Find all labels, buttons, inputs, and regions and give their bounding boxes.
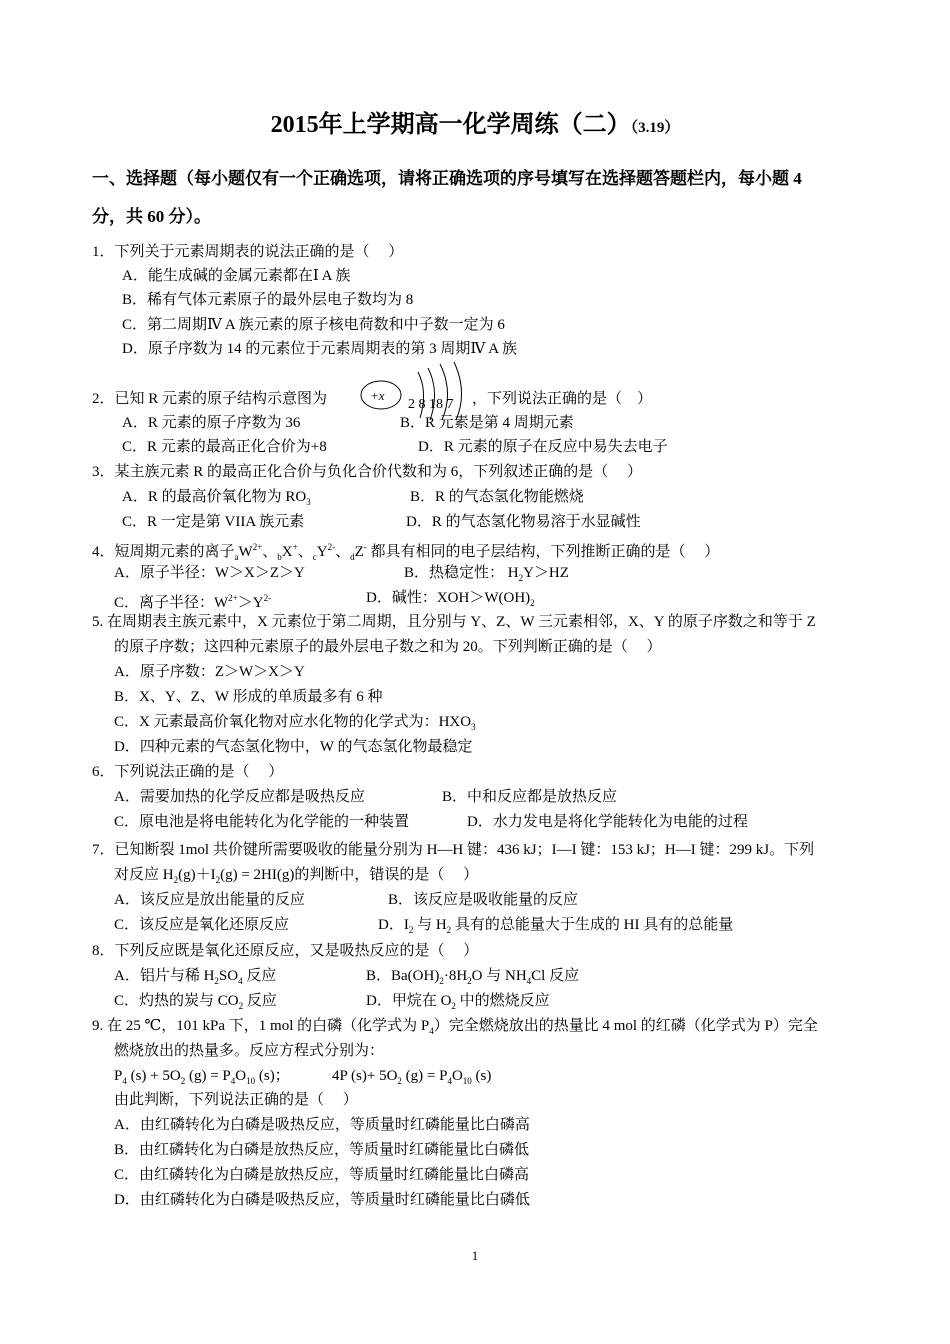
q9-equation-2: 4P $(s)+ 5O_2$ $(g) = P_4O_{10}$ (s)	[332, 1068, 492, 1086]
section-heading-line2: 分，共 60 分）。	[92, 207, 211, 226]
q3-stem: 3．某主族元素 R 的最高正化合价与负化合价代数和为 6，下列叙述正确的是（ ）	[92, 464, 643, 480]
q4-option-b: B．热稳定性： $H_2Y>HZ$	[404, 565, 569, 583]
title-text: 2015年上学期高一化学周练（二）	[270, 112, 631, 138]
q7-option-d: D．$I_2$ 与 $H_2$ 具有的总能量大于生成的 HI 具有的总能量	[378, 917, 734, 935]
q9-option-c: C．由红磷转化为白磷是放热反应，等质量时红磷能量比白磷高	[114, 1167, 530, 1183]
q2-option-d: D．R 元素的原子在反应中易失去电子	[418, 439, 668, 455]
q9-judge: 由此判断，下列说法正确的是（ ）	[114, 1092, 358, 1108]
q6-option-b: B．中和反应都是放热反应	[442, 789, 618, 805]
q7-stem-line1: 7．已知断裂 1mol 共价键所需要吸收的能量分别为 H—H 键：436 kJ；I—I 键：153 kJ；H—I 键：299 kJ。下列	[92, 842, 815, 858]
q1-option-b: B．稀有气体元素原子的最外层电子数均为 8	[122, 292, 414, 308]
q6-stem: 6．下列说法正确的是（ ）	[92, 764, 284, 780]
q1-stem: 1．下列关于元素周期表的说法正确的是（ ）	[92, 244, 404, 260]
q7-option-c: C．该反应是氧化还原反应	[114, 917, 290, 933]
q4-option-a: A．原子半径：W＞X＞Z＞Y	[114, 565, 305, 581]
q8-option-a: A．铝片与稀 $H_2SO_4$ 反应	[114, 968, 277, 986]
page-number: 1	[471, 1248, 479, 1263]
q5-option-d: D．四种元素的气态氢化物中，W 的气态氢化物最稳定	[114, 739, 473, 755]
page-title	[0, 104, 950, 139]
section-heading-line1: 一、选择题（每小题仅有一个正确选项，请将正确选项的序号填写在选择题答题栏内，每小题 4	[92, 169, 802, 188]
q7-option-b: B．该反应是吸收能量的反应	[388, 892, 579, 908]
q3-option-a: A．R 的最高价氧化物为 $RO_3$	[122, 489, 311, 507]
q5-option-a: A．原子序数：Z＞W＞X＞Y	[114, 664, 305, 680]
q8-stem: 8．下列反应既是氧化还原反应，又是吸热反应的是（ ）	[92, 943, 479, 959]
q9-stem-line1: 9. 在 25 ℃，101 kPa 下，1 mol 的白磷（化学式为 $P_4$）完全燃烧放出的热量比 4 mol 的红磷（化学式为 P）完全	[92, 1018, 818, 1036]
q5-stem-line1: 5. 在周期表主族元素中，X 元素位于第二周期，且分别与 Y、Z、W 三元素相邻，X、Y 的原子序数之和等于 Z	[92, 614, 816, 630]
title-date: （3.19）	[630, 120, 680, 136]
q2-stem-b: ，下列说法正确的是（ ）	[472, 391, 653, 407]
q4-option-c: C．离子半径：$W^{2+}>Y^{2-}$	[114, 593, 272, 611]
q2-stem-a: 2．已知 R 元素的原子结构示意图为	[92, 391, 328, 407]
q6-option-d: D．水力发电是将化学能转化为电能的过程	[467, 814, 748, 830]
q9-stem-line2: 燃烧放出的热量多。反应方程式分别为：	[114, 1043, 385, 1059]
q5-stem-line2: 的原子序数；这四种元素原子的最外层电子数之和为 20。下列判断正确的是（ ）	[114, 639, 662, 655]
q6-option-a: A．需要加热的化学反应都是吸热反应	[114, 789, 365, 805]
q1-option-c: C．第二周期Ⅳ A 族元素的原子核电荷数和中子数一定为 6	[122, 317, 505, 333]
atom-structure-diagram	[358, 360, 483, 420]
q2-option-c: C．R 元素的最高正化合价为+8	[122, 439, 327, 455]
q4-stem: 4．短周期元素的离子$_aW^{2+}$、$_b$X+、$_cY^{2-}$、$_d$Z- 都具有相同的电子层结构，下列推断正确的是（ ）	[92, 542, 720, 562]
atom-nucleus-label: +x	[370, 388, 385, 403]
q5-option-c: C．X 元素最高价氧化物对应水化物的化学式为：$HXO_3$	[114, 714, 476, 732]
q9-equation-1: $P_4$ $(s) + 5O_2$ $(g) = P_4O_{10}$ (s)；	[114, 1068, 290, 1086]
q9-option-d: D．由红磷转化为白磷是吸热反应，等质量时红磷能量比白磷低	[114, 1192, 530, 1208]
q1-option-a: A．能生成碱的金属元素都在Ⅰ A 族	[122, 268, 351, 284]
q8-option-c: C．灼热的炭与 $CO_2$ 反应	[114, 993, 277, 1011]
q1-option-d: D．原子序数为 14 的元素位于元素周期表的第 3 周期Ⅳ A 族	[122, 341, 517, 357]
q2-option-b: B．R 元素是第 4 周期元素	[400, 415, 574, 431]
q6-option-c: C．原电池是将电能转化为化学能的一种装置	[114, 814, 410, 830]
q5-option-b: B．X、Y、Z、W 形成的单质最多有 6 种	[114, 689, 383, 705]
q3-option-b: B．R 的气态氢化物能燃烧	[410, 489, 584, 505]
q9-option-b: B．由红磷转化为白磷是放热反应，等质量时红磷能量比白磷低	[114, 1142, 530, 1158]
q2-option-a: A．R 元素的原子序数为 36	[122, 415, 301, 431]
q4-option-d: D．碱性：$XOH>W(OH)_2$	[366, 590, 535, 608]
q3-option-d: D．R 的气态氢化物易溶于水显碱性	[406, 514, 641, 530]
q9-option-a: A．由红磷转化为白磷是吸热反应，等质量时红磷能量比白磷高	[114, 1117, 530, 1133]
q8-option-d: D．甲烷在 $O_2$ 中的燃烧反应	[366, 993, 550, 1011]
q7-stem-line2: 对反应 $H_2(g)+I_2(g) = 2HI(g)$的判断中，错误的是（ ）	[114, 867, 479, 885]
q3-option-c: C．R 一定是第 VIIA 族元素	[122, 514, 305, 530]
atom-shell-electrons: 2 8 18 7	[408, 397, 454, 412]
q7-option-a: A．该反应是放出能量的反应	[114, 892, 305, 908]
q8-option-b: B．$Ba(OH)_2\cdot 8H_2O$ 与 $NH_4Cl$ 反应	[366, 968, 580, 986]
